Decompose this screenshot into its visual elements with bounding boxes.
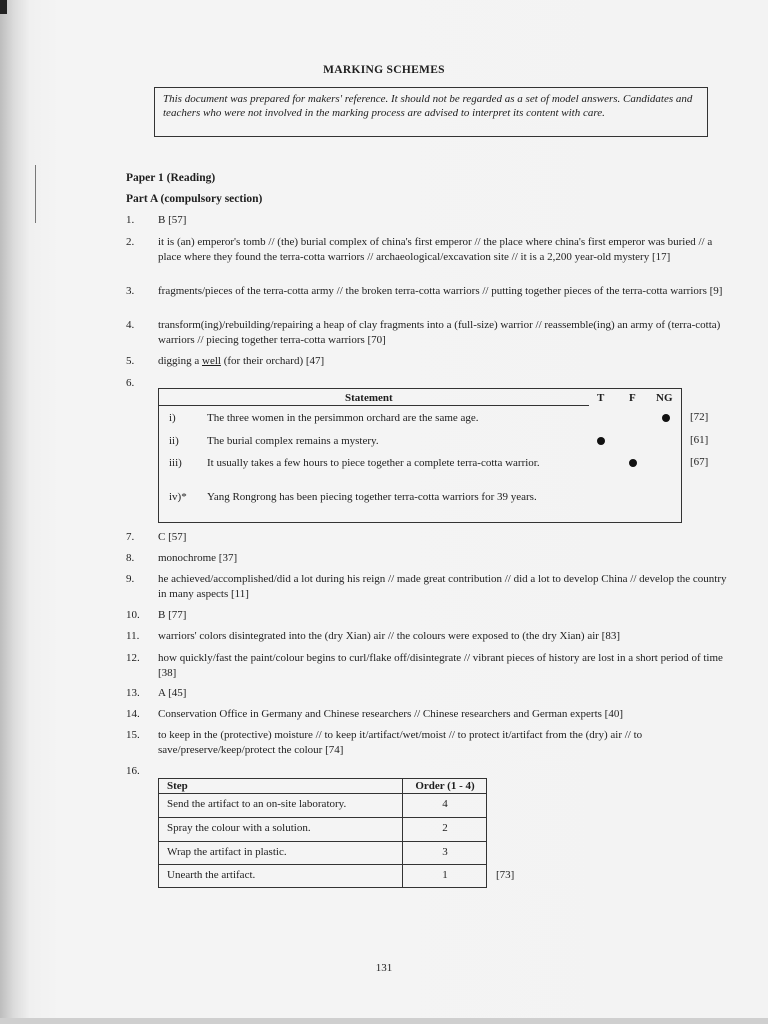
row-text: The burial complex remains a mystery. [207, 435, 379, 447]
answer-number: 15. [126, 729, 140, 741]
answer-item [126, 728, 736, 758]
answer-text: fragments/pieces of the terra-cotta army // the broken terra-cotta warriors // putting together pieces of the terra-cotta warriors [9] [158, 285, 723, 297]
row-text: It usually takes a few hours to piece together a complete terra-cotta warrior. [207, 457, 540, 469]
answer-item [126, 572, 736, 602]
row-reference: [67] [690, 456, 709, 468]
column-t: T [597, 392, 605, 404]
answer-number: 13. [126, 687, 140, 699]
step-header: Step [167, 780, 188, 792]
order-cell: 1 [442, 869, 448, 881]
statement-header: Statement [345, 392, 393, 404]
step-cell: Unearth the artifact. [167, 869, 256, 881]
answer-item [126, 629, 736, 644]
answer-number: 3. [126, 285, 135, 297]
scan-corner-mark [0, 0, 7, 14]
answer-text: C [57] [158, 531, 187, 543]
answer-text: how quickly/fast the paint/colour begins to curl/flake off/disintegrate // vibrant pieces of history are lost in a short period of time [38] [158, 652, 723, 679]
answer-item [126, 551, 736, 566]
order-cell: 2 [442, 822, 448, 834]
answer-number: 10. [126, 609, 140, 621]
page-number: 131 [375, 962, 393, 974]
answer-text: it is (an) emperor's tomb // (the) burial complex of china's first emperor // the place where china's first emperor was buried // a place where they found the terra-cotta warriors // archaeological/excavation site // it is a 2,200 year-old mystery [17] [158, 236, 713, 263]
answer-number: 8. [126, 552, 135, 564]
statement-table [158, 388, 682, 523]
answer-item [126, 707, 736, 722]
row-text: The three women in the persimmon orchard are the same age. [207, 412, 479, 424]
answer-number: 12. [126, 652, 140, 664]
answer-number: 5. [126, 355, 135, 367]
answer-number: 2. [126, 236, 135, 248]
steps-reference: [73] [496, 869, 515, 881]
answer-dot-f [629, 459, 637, 467]
answer-item [126, 318, 736, 348]
answer-number: 7. [126, 531, 135, 543]
row-text: Yang Rongrong has been piecing together terra-cotta warriors for 39 years. [207, 491, 537, 503]
row-label: ii) [169, 435, 179, 447]
answer-number: 4. [126, 319, 135, 331]
answer-item [126, 686, 736, 701]
answer-text: transform(ing)/rebuilding/repairing a heap of clay fragments into a (full-size) warrior // reassemble(ing) an army of (terra-cotta) warriors // piecing together terra-cotta warriors [70] [158, 319, 721, 346]
disclaimer-box: This document was prepared for makers' reference. It should not be regarded as a set of model answers. Candidates and teachers who were not involved in the marking process are advised to interpret its content with care. [154, 87, 708, 137]
row-divider [159, 793, 486, 794]
answer-number: 11. [126, 630, 140, 642]
step-cell: Send the artifact to an on-site laboratory. [167, 798, 347, 810]
order-header: Order (1 - 4) [415, 780, 475, 792]
answer-text: A [45] [158, 687, 187, 699]
row-label: iii) [169, 457, 182, 469]
gutter-line [35, 165, 36, 223]
answer-dot-ng [662, 414, 670, 422]
steps-table [158, 778, 487, 888]
answer-text: B [77] [158, 609, 187, 621]
answer-text: B [57] [158, 214, 187, 226]
row-divider [159, 864, 486, 865]
row-divider [159, 841, 486, 842]
answer-number: 6. [126, 377, 135, 389]
answer-number: 16. [126, 765, 140, 777]
answer-item [126, 651, 736, 681]
row-reference: [72] [690, 411, 709, 423]
answer-item [126, 354, 736, 369]
answer-text: Conservation Office in Germany and Chinese researchers // Chinese researchers and German experts [40] [158, 708, 623, 720]
row-divider [159, 817, 486, 818]
answer-number: 1. [126, 214, 135, 226]
answer-item [126, 235, 736, 265]
row-label: i) [169, 412, 176, 424]
answer-text: monochrome [37] [158, 552, 238, 564]
answer-item [126, 284, 736, 299]
answer-text: to keep in the (protective) moisture // to keep it/artifact/wet/moist // to protect it/artifact from the (dry) air // to save/preserve/keep/protect the colour [74] [158, 729, 643, 756]
order-cell: 3 [442, 846, 448, 858]
row-label: iv)* [169, 491, 187, 503]
part-heading: Part A (compulsory section) [126, 193, 263, 205]
page-bottom-edge [0, 1018, 768, 1024]
order-cell: 4 [442, 798, 448, 810]
column-f: F [629, 392, 636, 404]
step-cell: Wrap the artifact in plastic. [167, 846, 287, 858]
answer-dot-t [597, 437, 605, 445]
answer-item [126, 213, 736, 228]
column-ng: NG [656, 392, 673, 404]
paper-heading: Paper 1 (Reading) [126, 172, 216, 184]
answer-item [126, 530, 736, 545]
answer-text: he achieved/accomplished/did a lot during his reign // made great contribution // did a lot to develop China // develop the country in many aspects [11] [158, 573, 727, 600]
row-reference: [61] [690, 434, 709, 446]
answer-text: warriors' colors disintegrated into the (dry Xian) air // the colours were exposed to (the dry Xian) air [83] [158, 630, 620, 642]
header-rule [159, 405, 589, 406]
step-cell: Spray the colour with a solution. [167, 822, 311, 834]
answer-number: 9. [126, 573, 135, 585]
answer-text: digging a well (for their orchard) [47] [158, 355, 325, 367]
page-title: MARKING SCHEMES [323, 64, 445, 76]
underlined-word: well [202, 355, 221, 367]
answer-item [126, 608, 736, 623]
answer-number: 14. [126, 708, 140, 720]
